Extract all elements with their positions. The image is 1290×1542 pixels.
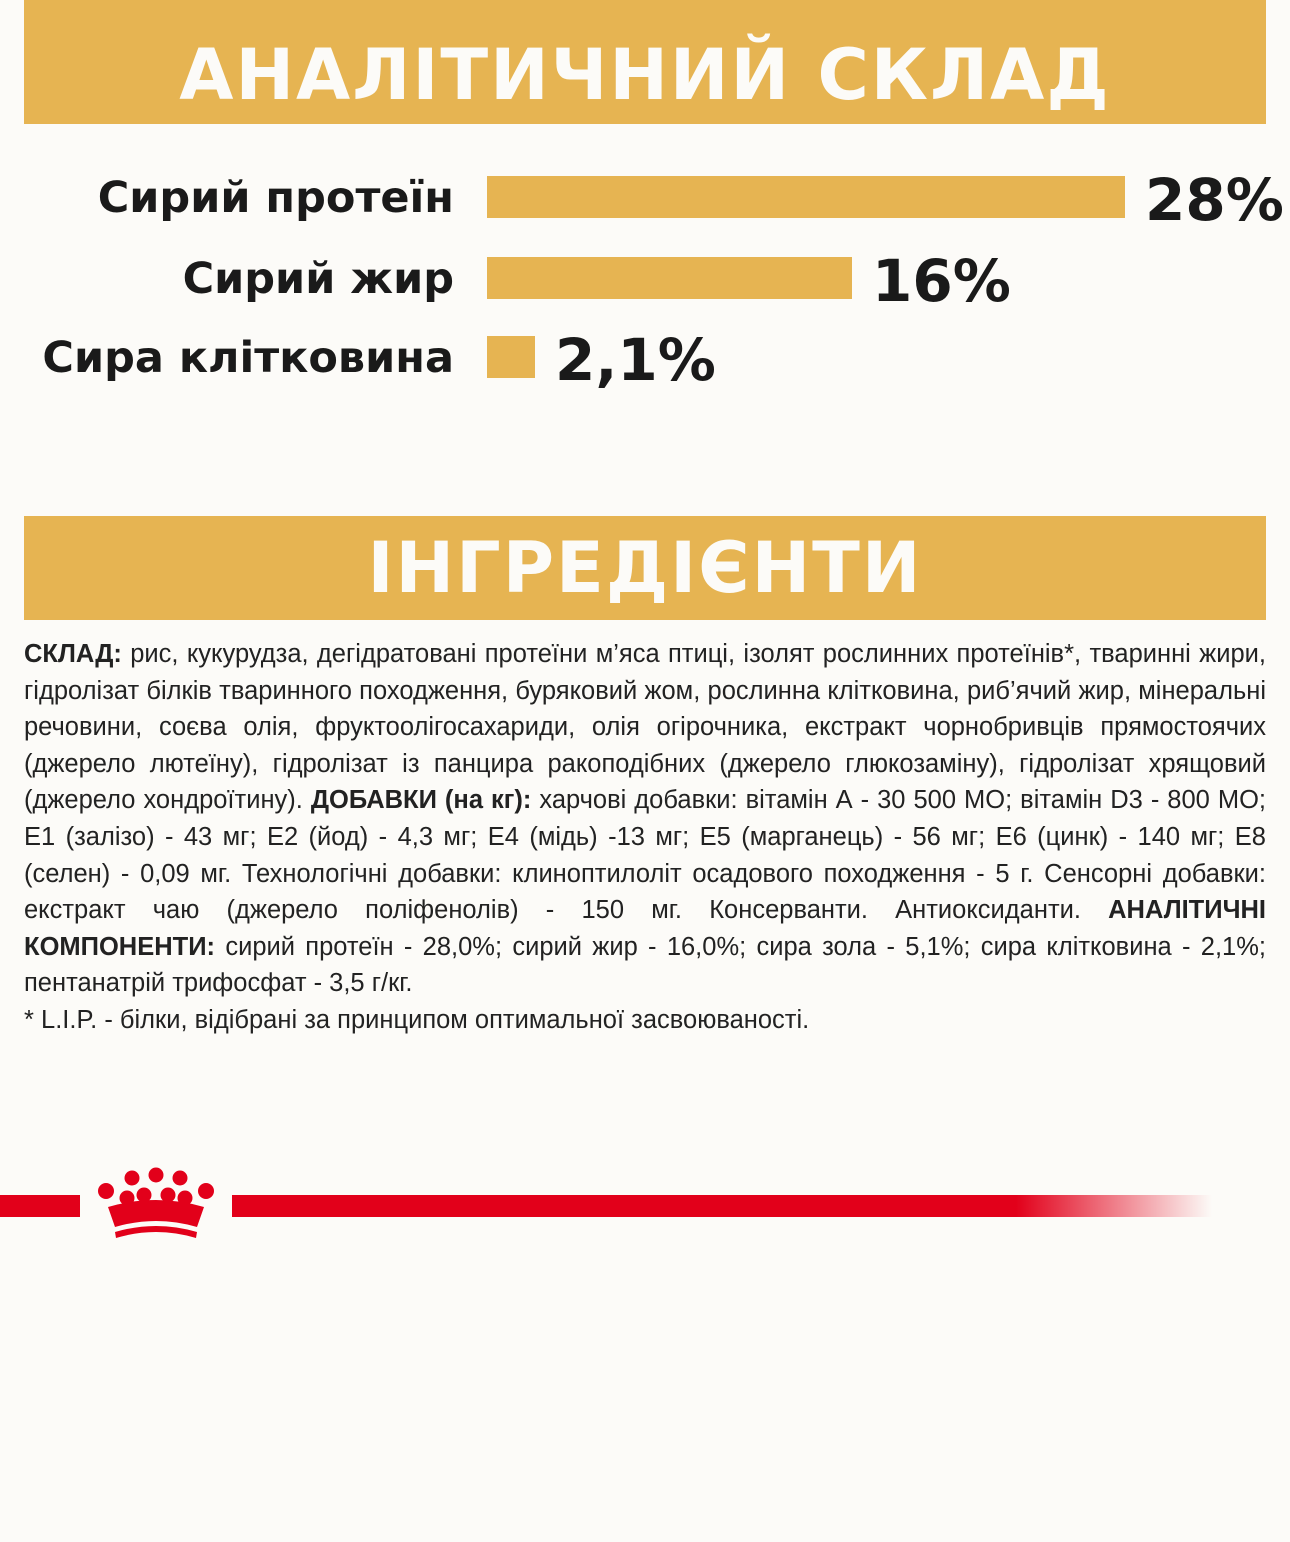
analysis-title-banner [24, 0, 1266, 124]
footer-line-right [232, 1195, 1212, 1217]
nutrient-label: Сирий жир [182, 254, 454, 304]
footnote: * L.I.P. - білки, відібрані за принципом оптимальної засвоюваності. [24, 1005, 810, 1034]
nutrient-bar [487, 257, 852, 299]
nutrient-label: Сира клітковина [42, 333, 454, 383]
footer-line-left [0, 1195, 80, 1217]
ingredients-text-block [24, 636, 1266, 1039]
nutrient-label: Сирий протеїн [97, 173, 454, 223]
nutrient-value: 28% [1145, 166, 1284, 234]
components-heading: АНАЛІТИЧНІ КОМПОНЕНТИ: [24, 896, 1266, 961]
components-text: сирий протеїн - 28,0%; сирий жир - 16,0%; сира зола - 5,1%; сира клітковина - 2,1%; пентанатрій трифосфат - 3,5 г/кг. [24, 932, 1266, 998]
nutrient-bar [487, 176, 1125, 218]
nutrient-row [0, 158, 1290, 238]
additives-text: харчові добавки: вітамін А - 30 500 МО; вітамін D3 - 800 МО; Е1 (залізо) - 43 мг; Е2 (йод) - 4,3 мг; Е4 (мідь) -13 мг; Е5 (марганець) - 56 мг; Е6 (цинк) - 140 мг; Е8 (селен) - 0,09 мг. Технологічні добавки: клиноптилоліт осадового походження - 5 г. Сенсорні добавки: екстракт чаю (джерело поліфенолів) - 150 мг. Консерванти. Антиоксиданти. [24, 786, 1266, 925]
ingredients-title-banner [24, 516, 1266, 620]
crown-icon [88, 1165, 224, 1243]
composition-heading: СКЛАД: [24, 640, 122, 668]
analysis-title: АНАЛІТИЧНИЙ СКЛАД [179, 34, 1111, 116]
nutrient-bar [487, 336, 535, 378]
additives-heading: ДОБАВКИ (на кг): [310, 786, 532, 815]
nutrient-value: 16% [872, 247, 1011, 315]
nutrient-value: 2,1% [555, 326, 716, 394]
nutrient-row [0, 239, 1290, 319]
nutrient-row [0, 318, 1290, 398]
composition-text: рис, кукурудза, дегідратовані протеїни м’яса птиці, ізолят рослинних протеїнів*, тваринні жири, гідролізат білків тваринного походження, буряковий жом, рослинна клітковина, риб’ячий жир, мінеральні речовини, соєва олія, фруктоолігосахариди, олія огірочника, екстракт чорнобривців прямостоячих (джерело лютеїну), гідролізат із панцира ракоподібних (джерело глюкозаміну), гідролізат хрящовий (джерело хондроїтину). [24, 640, 1266, 815]
ingredients-title: ІНГРЕДІЄНТИ [367, 527, 923, 609]
